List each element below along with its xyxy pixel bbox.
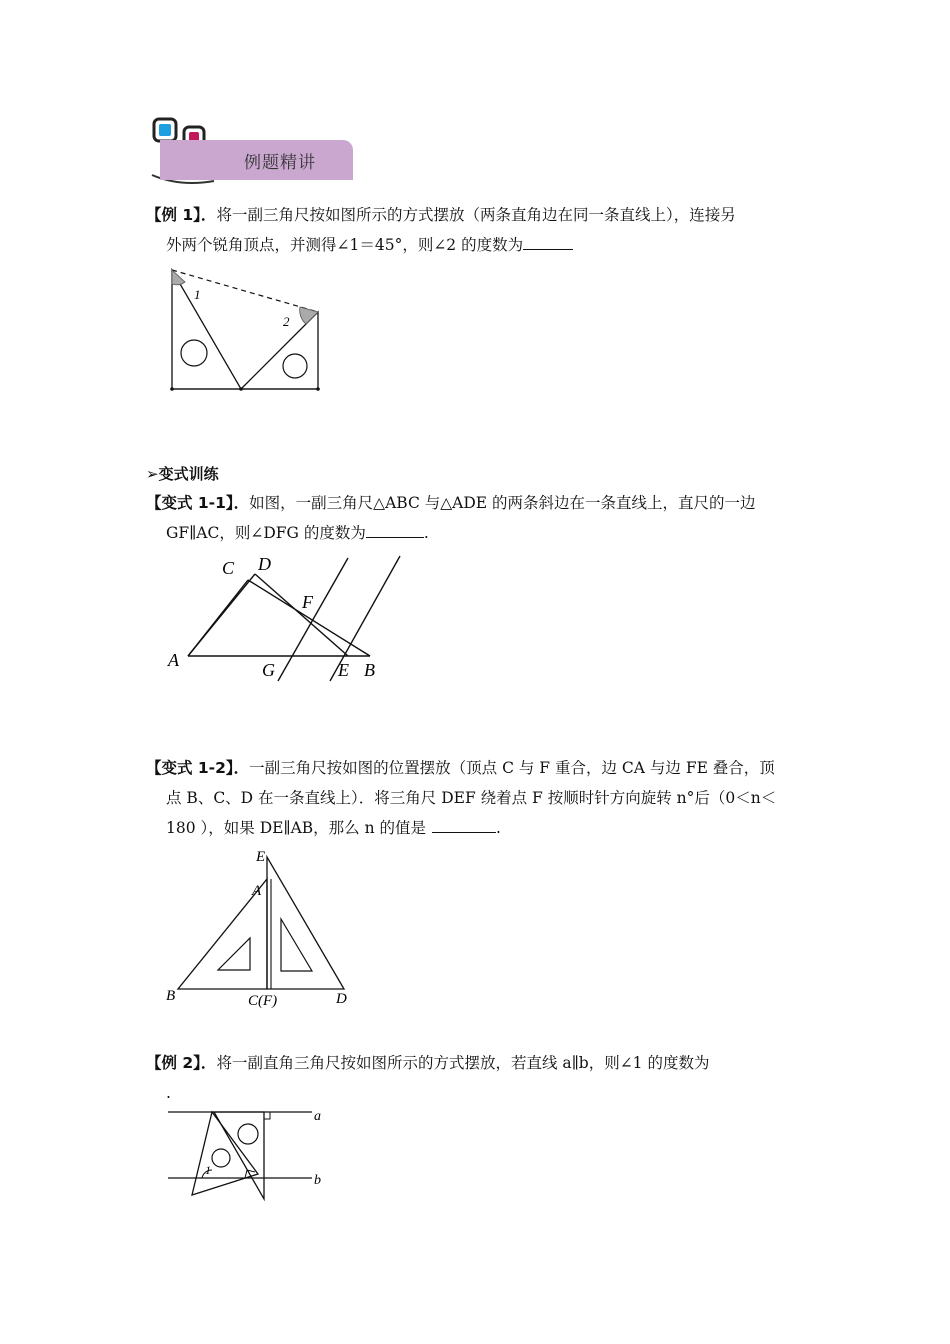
answer-blank[interactable] xyxy=(432,816,496,833)
example-1-tag: 【例 1】． xyxy=(146,206,217,224)
point-E-label: E xyxy=(256,849,266,865)
variant-1-2-line-3: 180 ），如果 DE∥AB，那么 n 的值是 . xyxy=(166,813,501,843)
variant-heading: ➢变式训练 xyxy=(146,465,219,483)
example-2-tag: 【例 2】． xyxy=(146,1054,217,1072)
variant-1-1-line-2: GF∥AC，则∠DFG 的度数为 . xyxy=(166,518,429,548)
example-2-line-2: . xyxy=(166,1084,171,1102)
variant-1-2-line-2: 点 B、C、D 在一条直线上）．将三角尺 DEF 绕着点 F 按顺时针方向旋转 n°后（0＜n＜ xyxy=(166,789,777,807)
point-B-label: B xyxy=(166,988,176,1004)
point-G-label: G xyxy=(262,660,275,680)
arrow-icon: ➢ xyxy=(146,465,159,483)
example-1-line-2: 外两个锐角顶点，并测得∠1＝45°，则∠2 的度数为 xyxy=(166,230,573,260)
variant-1-1-figure xyxy=(160,548,420,688)
point-A-label: A xyxy=(168,650,179,670)
variant-1-2-figure xyxy=(160,843,360,1011)
point-CF-label: C(F) xyxy=(248,993,278,1009)
example-1-figure xyxy=(165,262,330,397)
line-a-label: a xyxy=(314,1109,321,1124)
point-C-label: C xyxy=(222,558,235,578)
example-1-line-1: 【例 1】．将一副三角尺按如图所示的方式摆放（两条直角边在同一条直线上），连接另 xyxy=(146,206,736,224)
answer-blank[interactable] xyxy=(523,233,573,250)
point-B-label: B xyxy=(364,660,375,680)
answer-blank[interactable] xyxy=(366,521,424,538)
line-b-label: b xyxy=(314,1173,321,1188)
variant-1-1-line-1: 【变式 1-1】．如图，一副三角尺△ABC 与△ADE 的两条斜边在一条直线上，直尺的一边 xyxy=(146,494,756,512)
variant-1-2-tag: 【变式 1-2】． xyxy=(146,759,250,777)
example-2-line-1: 【例 2】．将一副直角三角尺按如图所示的方式摆放，若直线 a∥b，则∠1 的度数为 xyxy=(146,1054,710,1072)
point-E-label: E xyxy=(338,660,349,680)
point-D-label: D xyxy=(336,991,347,1007)
point-A-label: A xyxy=(252,883,262,899)
point-D-label: D xyxy=(258,554,271,574)
page-title: 例题精讲 xyxy=(244,153,316,173)
variant-1-2-line-1: 【变式 1-2】．一副三角尺按如图的位置摆放（顶点 C 与 F 重合，边 CA 与边 FE 叠合，顶 xyxy=(146,759,775,777)
angle-1-label: 1 xyxy=(194,287,201,302)
angle-2-label: 2 xyxy=(283,314,290,329)
example-2-figure xyxy=(160,1100,340,1205)
angle-1-label: 1 xyxy=(205,1163,211,1177)
point-F-label: F xyxy=(302,592,313,612)
variant-1-1-tag: 【变式 1-1】． xyxy=(146,494,250,512)
